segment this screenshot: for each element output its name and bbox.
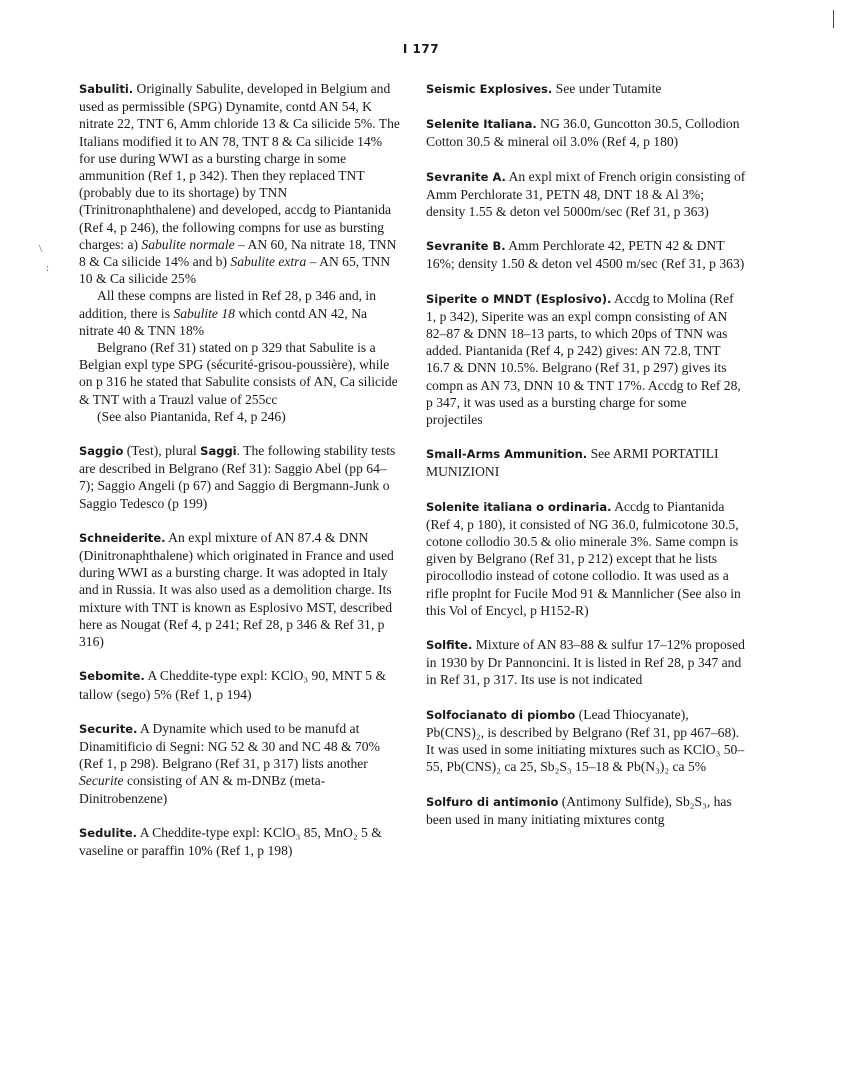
entry-paragraph	[426, 237, 746, 272]
entry-paragraph	[426, 636, 746, 689]
entry	[426, 115, 746, 150]
body-text: A Cheddite-type expl: KClO₃ 90, MNT 5 & tallow (sego) 5% (Ref 1, p 194)	[79, 668, 387, 702]
entry-paragraph	[79, 824, 401, 859]
entry	[79, 720, 401, 807]
entry-paragraph	[426, 290, 746, 429]
entry	[426, 445, 746, 480]
entry-paragraph	[426, 498, 746, 619]
entry-heading: Sevranite A.	[426, 169, 506, 184]
italic-text: Sabulite 18	[173, 305, 235, 321]
entry	[79, 529, 401, 650]
body-text: (See also Piantanida, Ref 4, p 246)	[97, 408, 286, 424]
entry-heading: Schneiderite.	[79, 530, 166, 545]
edge-rule	[833, 10, 834, 28]
body-text: consisting of AN & m-DNBz (meta-Dinitrobenzene)	[79, 773, 326, 806]
entry-paragraph	[426, 445, 746, 480]
body-text: which contd AN 42, Na nitrate 40 & TNN 18%	[79, 305, 368, 338]
body-text: . The following stability tests are described in Belgrano (Ref 31): Saggio Abel (pp 64–7); Saggio Angeli (p 67) and Saggio di Bergmann-Junk o Saggio Tedesco (p 199)	[79, 443, 396, 511]
right-column	[426, 80, 746, 845]
body-text: See ARMI PORTATILI MUNIZIONI	[426, 446, 719, 480]
body-text: (Lead Thiocyanate), Pb(CNS)₂, is described by Belgrano (Ref 31, pp 467–68). It was used in some initiating mixtures such as KClO₃ 50–55, Pb(CNS)₂ ca 25, Sb₂S₃ 15–18 & Pb(N₃)₂ ca 5%	[426, 706, 745, 775]
italic-text: Securite	[79, 773, 124, 789]
italic-text: Sabulite normale	[141, 236, 235, 252]
entry	[79, 442, 401, 512]
entry	[79, 667, 401, 702]
entry	[79, 824, 401, 859]
body-text: Belgrano (Ref 31) stated on p 329 that Sabulite is a Belgian expl type SPG (sécurité-grisou-poussière), while on p 316 he stated that Sabulite consists of AN, Ca silicide & TNT with a Trauzl value of 255cc	[79, 340, 398, 407]
entry-paragraph	[79, 80, 401, 287]
entry-paragraph	[426, 706, 746, 776]
entry-heading: Saggio	[79, 444, 124, 459]
body-text: (Antimony Sulfide), Sb₂S₃, has been used in many initiating mixtures contg	[426, 793, 732, 827]
body-text: NG 36.0, Guncotton 30.5, Collodion Cotton 30.5 & mineral oil 3.0% (Ref 4, p 180)	[426, 116, 740, 150]
entry	[426, 290, 746, 429]
bold-text: Saggi	[200, 444, 237, 459]
entry-heading: Sevranite B.	[426, 239, 506, 254]
entry-subparagraph	[79, 287, 401, 339]
body-text: Mixture of AN 83–88 & sulfur 17–12% proposed in 1930 by Dr Pannoncini. It is listed in Ref 28, p 347 and in Ref 31, p 317. Its use is not indicated	[426, 637, 745, 688]
body-text: – AN 65, TNN 10 & Ca silicide 25%	[79, 254, 391, 287]
entry	[426, 498, 746, 619]
entry-heading: Sebomite.	[79, 669, 145, 684]
entry-paragraph	[79, 529, 401, 650]
entry	[426, 706, 746, 776]
margin-mark: \	[39, 243, 43, 255]
body-text: See under Tutamite	[552, 81, 662, 96]
entry-heading: Solfuro di antimonio	[426, 794, 559, 809]
page-number: I 177	[402, 42, 440, 56]
body-text: (Test), plural	[123, 443, 201, 459]
entry-subparagraph	[79, 339, 401, 408]
entry-heading: Selenite Italiana.	[426, 117, 537, 132]
entry	[426, 636, 746, 689]
entry	[426, 168, 746, 221]
entry-subparagraph	[79, 408, 401, 425]
entry	[426, 793, 746, 828]
entry-heading: Siperite o MNDT (Esplosivo).	[426, 291, 612, 306]
left-column	[79, 80, 401, 876]
entry-paragraph	[79, 720, 401, 807]
italic-text: Sabulite extra	[230, 254, 307, 270]
entry-heading: Seismic Explosives.	[426, 82, 553, 96]
entry-heading: Solfite.	[426, 638, 473, 653]
entry-paragraph	[79, 442, 401, 512]
entry-paragraph	[426, 793, 746, 828]
entry-heading: Sabuliti.	[79, 82, 134, 96]
entry-heading: Securite.	[79, 721, 138, 736]
body-text: Originally Sabulite, developed in Belgium and used as permissible (SPG) Dynamite, contd AN 54, K nitrate 22, TNT 6, Amm chloride 13 & Ca silicide 5%. The Italians modified it to AN 78, TNT 8 & Ca silicide 14% for use during WWI as a bursting charge in some ammunition (Ref 1, p 342). Then they replaced TNT (probably due to its shortage) by TNN (Trinitronaphthalene) and developed, accdg to Piantanida (Ref 4, p 246), the following compns for use as bursting charges: a)	[79, 81, 400, 252]
entry-heading: Small-Arms Ammunition.	[426, 447, 588, 462]
entry-heading: Solenite italiana o ordinaria.	[426, 499, 612, 514]
entry	[426, 80, 746, 98]
body-text: Amm Perchlorate 42, PETN 42 & DNT 16%; density 1.50 & deton vel 4500 m/sec (Ref 31, p 363)	[426, 238, 745, 272]
body-text: An expl mixt of French origin consisting of Amm Perchlorate 31, PETN 48, DNT 18 & Al 3%; density 1.55 & deton vel 5000m/sec (Ref 31, p 363)	[426, 168, 746, 220]
entry-heading: Sedulite.	[79, 825, 138, 840]
body-text: All these compns are listed in Ref 28, p 346 and, in addition, there is	[79, 288, 376, 321]
margin-mark: :	[46, 262, 50, 274]
body-text: Accdg to Molina (Ref 1, p 342), Siperite was an expl compn consisting of AN 82–87 & DNN 18–13 parts, to which 20ps of TNN was added. Piantanida (Ref 4, p 242) gives: AN 72.8, TNT 16.7 & DNN 10.5%. Belgrano (Ref 31, p 297) gives its compn as AN 73, DNN 10 & TNT 17%. Accdg to Ref 28, p 347, it was used as a bursting charge for some projectiles	[426, 290, 741, 428]
body-text: Accdg to Piantanida (Ref 4, p 180), it consisted of NG 36.0, fulmicotone 30.5, cotone collodio 30.5 & olio minerale 3%. Same compn is given by Belgrano (Ref 31, p 212) except that he lists pirocollodio instead of cotone collodio. It was used as a rifle proplnt for Fucile Mod 91 & Mannlicher (See also in this Vol of Encycl, p H152-R)	[426, 498, 741, 618]
body-text: An expl mixture of AN 87.4 & DNN (Dinitronaphthalene) which originated in France and used during WWI as a bursting charge. It was adopted in Italy and in Russia. It was also used as a demolition charge. Its mixture with TNT is known as Esplosivo MST, described here as Nougat (Ref 4, p 241; Ref 28, p 346 & Ref 31, p 316)	[79, 529, 394, 650]
body-text: A Cheddite-type expl: KClO₃ 85, MnO₂ 5 & vaseline or paraffin 10% (Ref 1, p 198)	[79, 824, 382, 858]
entry-heading: Solfocianato di piombo	[426, 707, 576, 722]
entry-paragraph	[426, 115, 746, 150]
entry-paragraph	[426, 80, 746, 98]
entry	[79, 80, 401, 425]
body-text: – AN 60, Na nitrate 18, TNN 8 & Ca silicide 14% and b)	[79, 236, 397, 270]
entry-paragraph	[79, 667, 401, 702]
entry-paragraph	[426, 168, 746, 221]
entry	[426, 237, 746, 272]
body-text: A Dynamite which used to be manufd at Dinamitificio di Segni: NG 52 & 30 and NC 48 & 70% (Ref 1, p 298). Belgrano (Ref 31, p 317) lists another	[79, 720, 380, 772]
